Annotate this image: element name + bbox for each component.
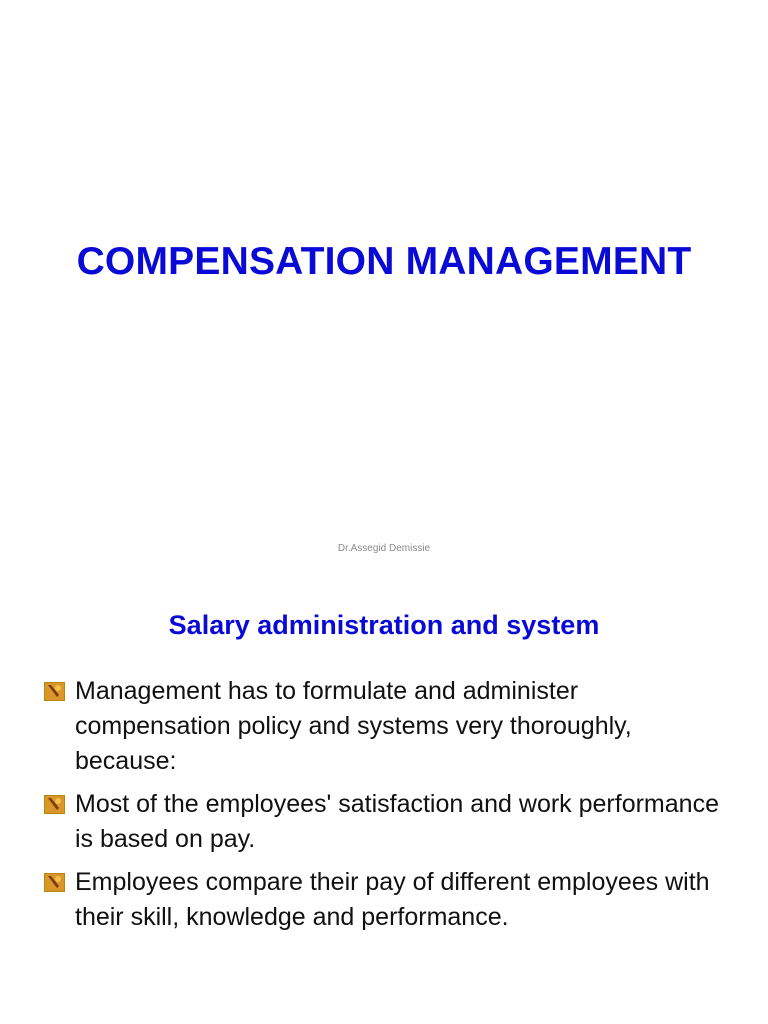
author-footer: Dr.Assegid Demissie (337, 543, 431, 554)
content-slide (0, 570, 768, 1024)
bullet-text: Most of the employees' satisfaction and work performance is based on pay. (75, 790, 719, 853)
slide-title: COMPENSATION MANAGEMENT (76, 240, 692, 283)
bullet-text: Management has to formulate and administer compensation policy and systems very thoroughly, because: (75, 677, 632, 775)
leaf-bullet-icon (44, 682, 65, 701)
bullet-item (44, 674, 734, 779)
section-heading: Salary administration and system (168, 610, 600, 640)
bullet-text: Employees compare their pay of different employees with their skill, knowledge and performance. (75, 868, 710, 931)
bullet-list (44, 674, 734, 943)
bullet-item (44, 865, 734, 935)
leaf-bullet-icon (44, 795, 65, 814)
leaf-bullet-icon (44, 873, 65, 892)
bullet-item (44, 787, 734, 857)
